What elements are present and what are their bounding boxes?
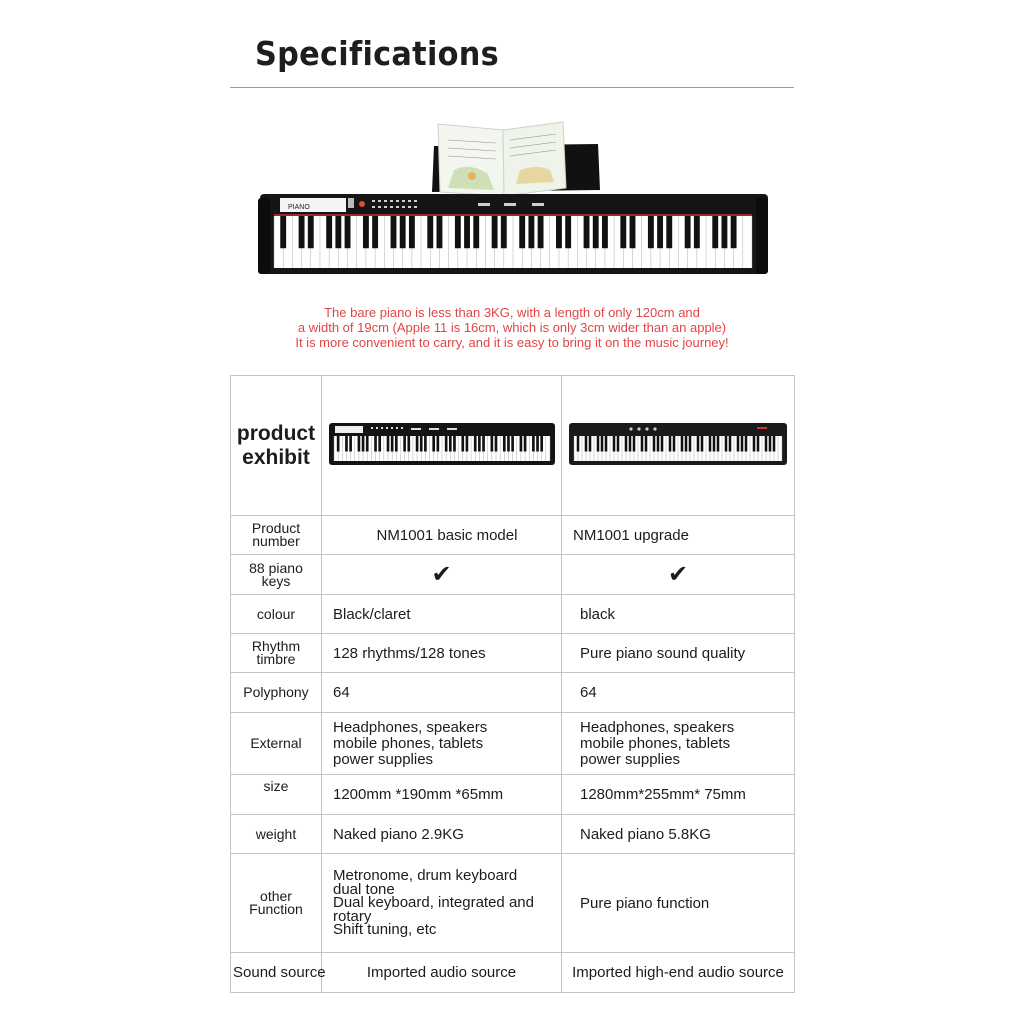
caption-line-2: a width of 19cm (Apple 11 is 16cm, which is only 3cm wider than an apple): [297, 320, 727, 335]
table-row: [231, 376, 795, 516]
basic-weight: Naked piano 2.9KG: [322, 815, 562, 854]
upgrade-size: 1280mm*255mm* 75mm: [562, 775, 795, 815]
upgrade-polyphony: 64: [562, 673, 795, 713]
row-label-rhythm: Rhythm timbre: [231, 634, 322, 673]
upgrade-other-function: Pure piano function: [562, 854, 795, 953]
row-label-other-function: other Function: [231, 854, 322, 953]
table-row: [231, 595, 795, 634]
basic-keys-check-icon: ✔: [322, 555, 562, 595]
basic-product-number: NM1001 basic model: [322, 516, 562, 555]
upgrade-product-number: NM1001 upgrade: [562, 516, 795, 555]
caption-line-3: It is more convenient to carry, and it is easy to bring it on the music journey!: [295, 335, 729, 350]
upgrade-colour: black: [562, 595, 795, 634]
upgrade-rhythm: Pure piano sound quality: [562, 634, 795, 673]
table-row: [231, 854, 795, 953]
upgrade-keyboard-image: [567, 421, 789, 467]
spec-table: [230, 375, 795, 993]
table-row: [231, 634, 795, 673]
basic-colour: Black/claret: [322, 595, 562, 634]
row-label-keys: 88 piano keys: [231, 555, 322, 595]
upgrade-weight: Naked piano 5.8KG: [562, 815, 795, 854]
basic-rhythm: 128 rhythms/128 tones: [322, 634, 562, 673]
row-label-external: External: [231, 713, 322, 775]
basic-size: 1200mm *190mm *65mm: [322, 775, 562, 815]
row-label-product-number: Product number: [231, 516, 322, 555]
exhibit-label: product exhibit: [231, 376, 322, 516]
basic-other-function: Metronome, drum keyboard dual tone Dual keyboard, integrated and rotary Shift tuning, etc: [322, 854, 562, 953]
table-row: [231, 713, 795, 775]
table-row: [231, 673, 795, 713]
upgrade-sound-source: Imported high-end audio source: [562, 953, 795, 993]
keyboard-photo: [258, 118, 768, 290]
title-divider: [230, 87, 794, 88]
upgrade-external: Headphones, speakers mobile phones, tablets power supplies: [562, 713, 795, 775]
row-label-colour: colour: [231, 595, 322, 634]
basic-polyphony: 64: [322, 673, 562, 713]
table-row: [231, 775, 795, 815]
upgrade-keys-check-icon: ✔: [562, 555, 795, 595]
promo-caption: [230, 305, 794, 350]
table-row: [231, 516, 795, 555]
row-label-size: size: [231, 775, 322, 815]
basic-external: Headphones, speakers mobile phones, tablets power supplies: [322, 713, 562, 775]
upgrade-model-image: [562, 376, 795, 516]
panel-label: PIANO: [288, 204, 310, 211]
basic-keyboard-image: [327, 421, 557, 467]
page-title: Specifications: [255, 34, 500, 73]
row-label-weight: weight: [231, 815, 322, 854]
row-label-sound-source: Sound source: [231, 953, 322, 993]
table-row: [231, 953, 795, 993]
basic-model-image: [322, 376, 562, 516]
row-label-polyphony: Polyphony: [231, 673, 322, 713]
basic-sound-source: Imported audio source: [322, 953, 562, 993]
table-row: [231, 555, 795, 595]
table-row: [231, 815, 795, 854]
caption-line-1: The bare piano is less than 3KG, with a length of only 120cm and: [324, 305, 700, 320]
